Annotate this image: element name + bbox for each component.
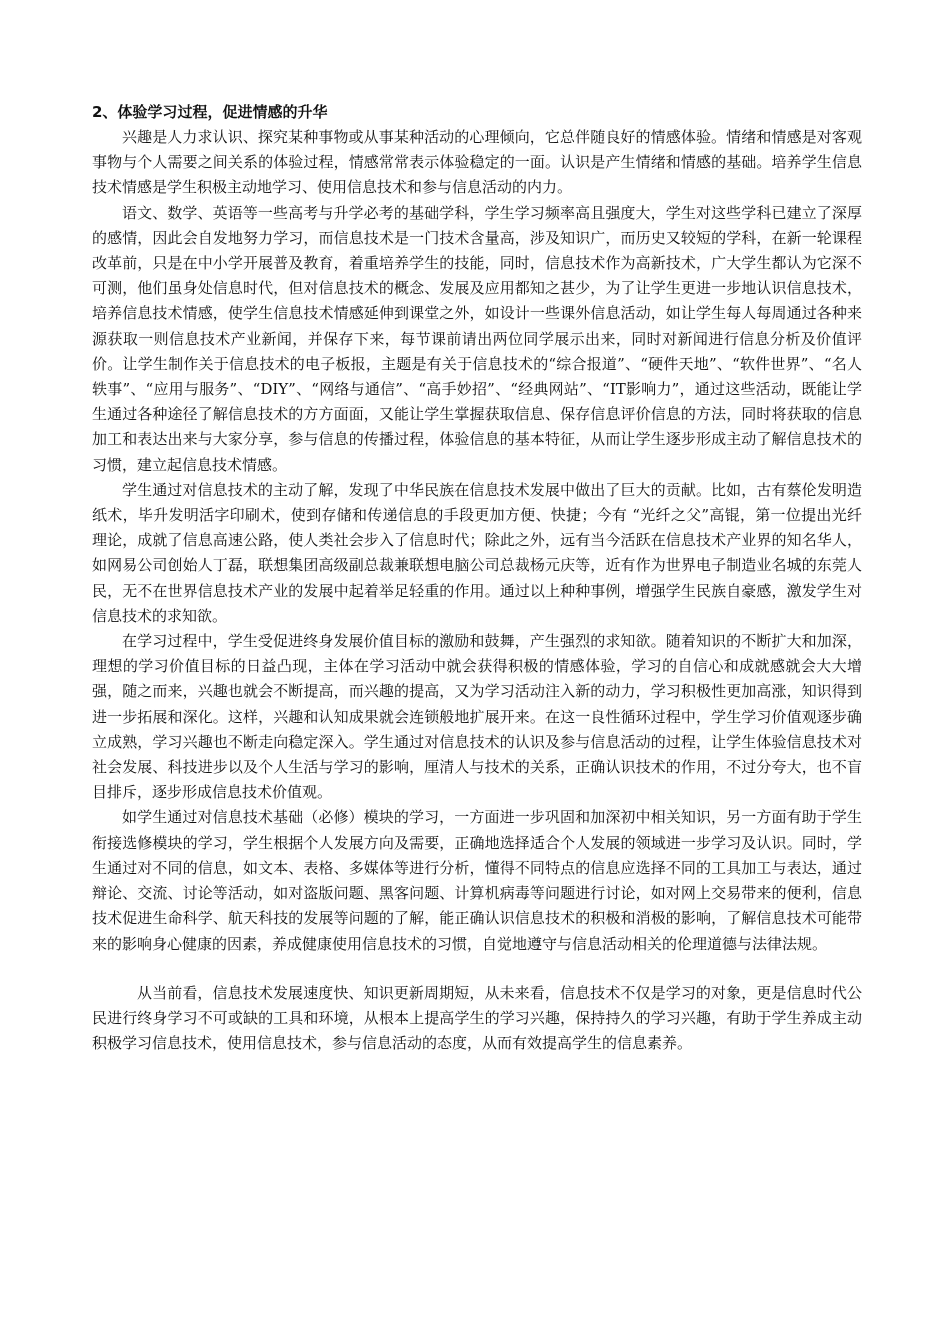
paragraph-national-contributions: 学生通过对信息技术的主动了解，发现了中华民族在信息技术发展中做出了巨大的贡献。比如，古有蔡伦发明造纸术，毕升发明活字印刷术，使到存储和传递信息的手段更加方便、快捷；今有 “光纤之父”高锟，第一位提出光纤理论，成就了信息高速公路，使人类社会步入了信息时代；除此之外，远有当今活跃在信息技术产业界的知名华人，如网易公司创始人丁磊，联想集团高级副总裁兼联想电脑公司总裁杨元庆等，近有作为世界电子制造业名城的东莞人民，无不在世界信息技术产业的发展中起着举足轻重的作用。通过以上种种事例，增强学生民族自豪感，激发学生对信息技术的求知欲。 <box>92 480 862 625</box>
paragraph-learning-process: 在学习过程中，学生受促进终身发展价值目标的激励和鼓舞，产生强烈的求知欲。随着知识的不断扩大和加深，理想的学习价值目标的日益凸现，主体在学习活动中就会获得积极的情感体验，学习的自信心和成就感就会大大增强，随之而来，兴趣也就会不断提高，而兴趣的提高，又为学习活动注入新的动力，学习积极性更加高涨，知识得到进一步拓展和深化。这样，兴趣和认知成果就会连锁般地扩展开来。在这一良性循环过程中，学生学习价值观逐步确立成熟，学习兴趣也不断走向稳定深入。学生通过对信息技术的认识及参与信息活动的过程，让学生体验信息技术对社会发展、科技进步以及个人生活与学习的影响，厘清人与技术的关系，正确认识技术的作用，不过分夸大，也不盲目排斥，逐步形成信息技术价值观。 <box>92 632 862 802</box>
paragraph-interest-definition: 兴趣是人力求认识、探究某种事物或从事某种活动的心理倾向，它总伴随良好的情感体验。情绪和情感是对客观事物与个人需要之间关系的体验过程，情感常常表示体验稳定的一面。认识是产生情绪和情感的基础。培养学生信息技术情感是学生积极主动地学习、使用信息技术和参与信息活动的内力。 <box>92 128 862 197</box>
section-heading: 2、体验学习过程，促进情感的升华 <box>92 103 328 121</box>
document-page <box>92 100 862 1056</box>
paragraph-module-learning: 如学生通过对信息技术基础（必修）模块的学习，一方面进一步巩固和加深初中相关知识，另一方面有助于学生衔接选修模块的学习，学生根据个人发展方向及需要，正确地选择适合个人发展的领域进一步学习及认识。同时，学生通过对不同的信息，如文本、表格、多媒体等进行分析，懂得不同特点的信息应选择不同的工具加工与表达，通过辩论、交流、讨论等活动，如对盗版问题、黑客问题、计算机病毒等问题进行讨论，如对网上交易带来的便利，信息技术促进生命科学、航天科技的发展等问题的了解，能正确认识信息技术的积极和消极的影响，了解信息技术可能带来的影响身心健康的因素，养成健康使用信息技术的习惯，自觉地遵守与信息活动相关的伦理道德与法律法规。 <box>92 808 862 953</box>
paragraph-conclusion: 从当前看，信息技术发展速度快、知识更新周期短，从未来看，信息技术不仅是学习的对象，更是信息时代公民进行终身学习不可或缺的工具和环境，从根本上提高学生的学习兴趣，保持持久的学习兴趣，有助于学生养成主动积极学习信息技术，使用信息技术，参与信息活动的态度，从而有效提高学生的信息素养。 <box>92 983 862 1053</box>
paragraph-extracurricular-activities: 语文、数学、英语等一些高考与升学必考的基础学科，学生学习频率高且强度大，学生对这些学科已建立了深厚的感情，因此会自发地努力学习，而信息技术是一门技术含量高，涉及知识广，而历史又较短的学科，在新一轮课程改革前，只是在中小学开展普及教育，着重培养学生的技能，同时，信息技术作为高新技术，广大学生都认为它深不可测，他们虽身处信息时代，但对信息技术的概念、发展及应用都知之甚少，为了让学生更进一步地认识信息技术，培养信息技术情感，使学生信息技术情感延伸到课堂之外，如设计一些课外信息活动，如让学生每人每周通过各种来源获取一则信息技术产业新闻，并保存下来，每节课前请出两位同学展示出来，同时对新闻进行信息分析及价值评价。让学生制作关于信息技术的电子板报，主题是有关于信息技术的“综合报道”、“硬件天地”、“软件世界”、“名人轶事”、“应用与服务”、“DIY”、“网络与通信”、“高手妙招”、“经典网站”、“IT影响力”，通过这些活动，既能让学生通过各种途径了解信息技术的方方面面，又能让学生掌握获取信息、保存信息评价信息的方法，同时将获取的信息加工和表达出来与大家分享，参与信息的传播过程，体验信息的基本特征，从而让学生逐步形成主动了解信息技术的习惯，建立起信息技术情感。 <box>92 203 862 474</box>
